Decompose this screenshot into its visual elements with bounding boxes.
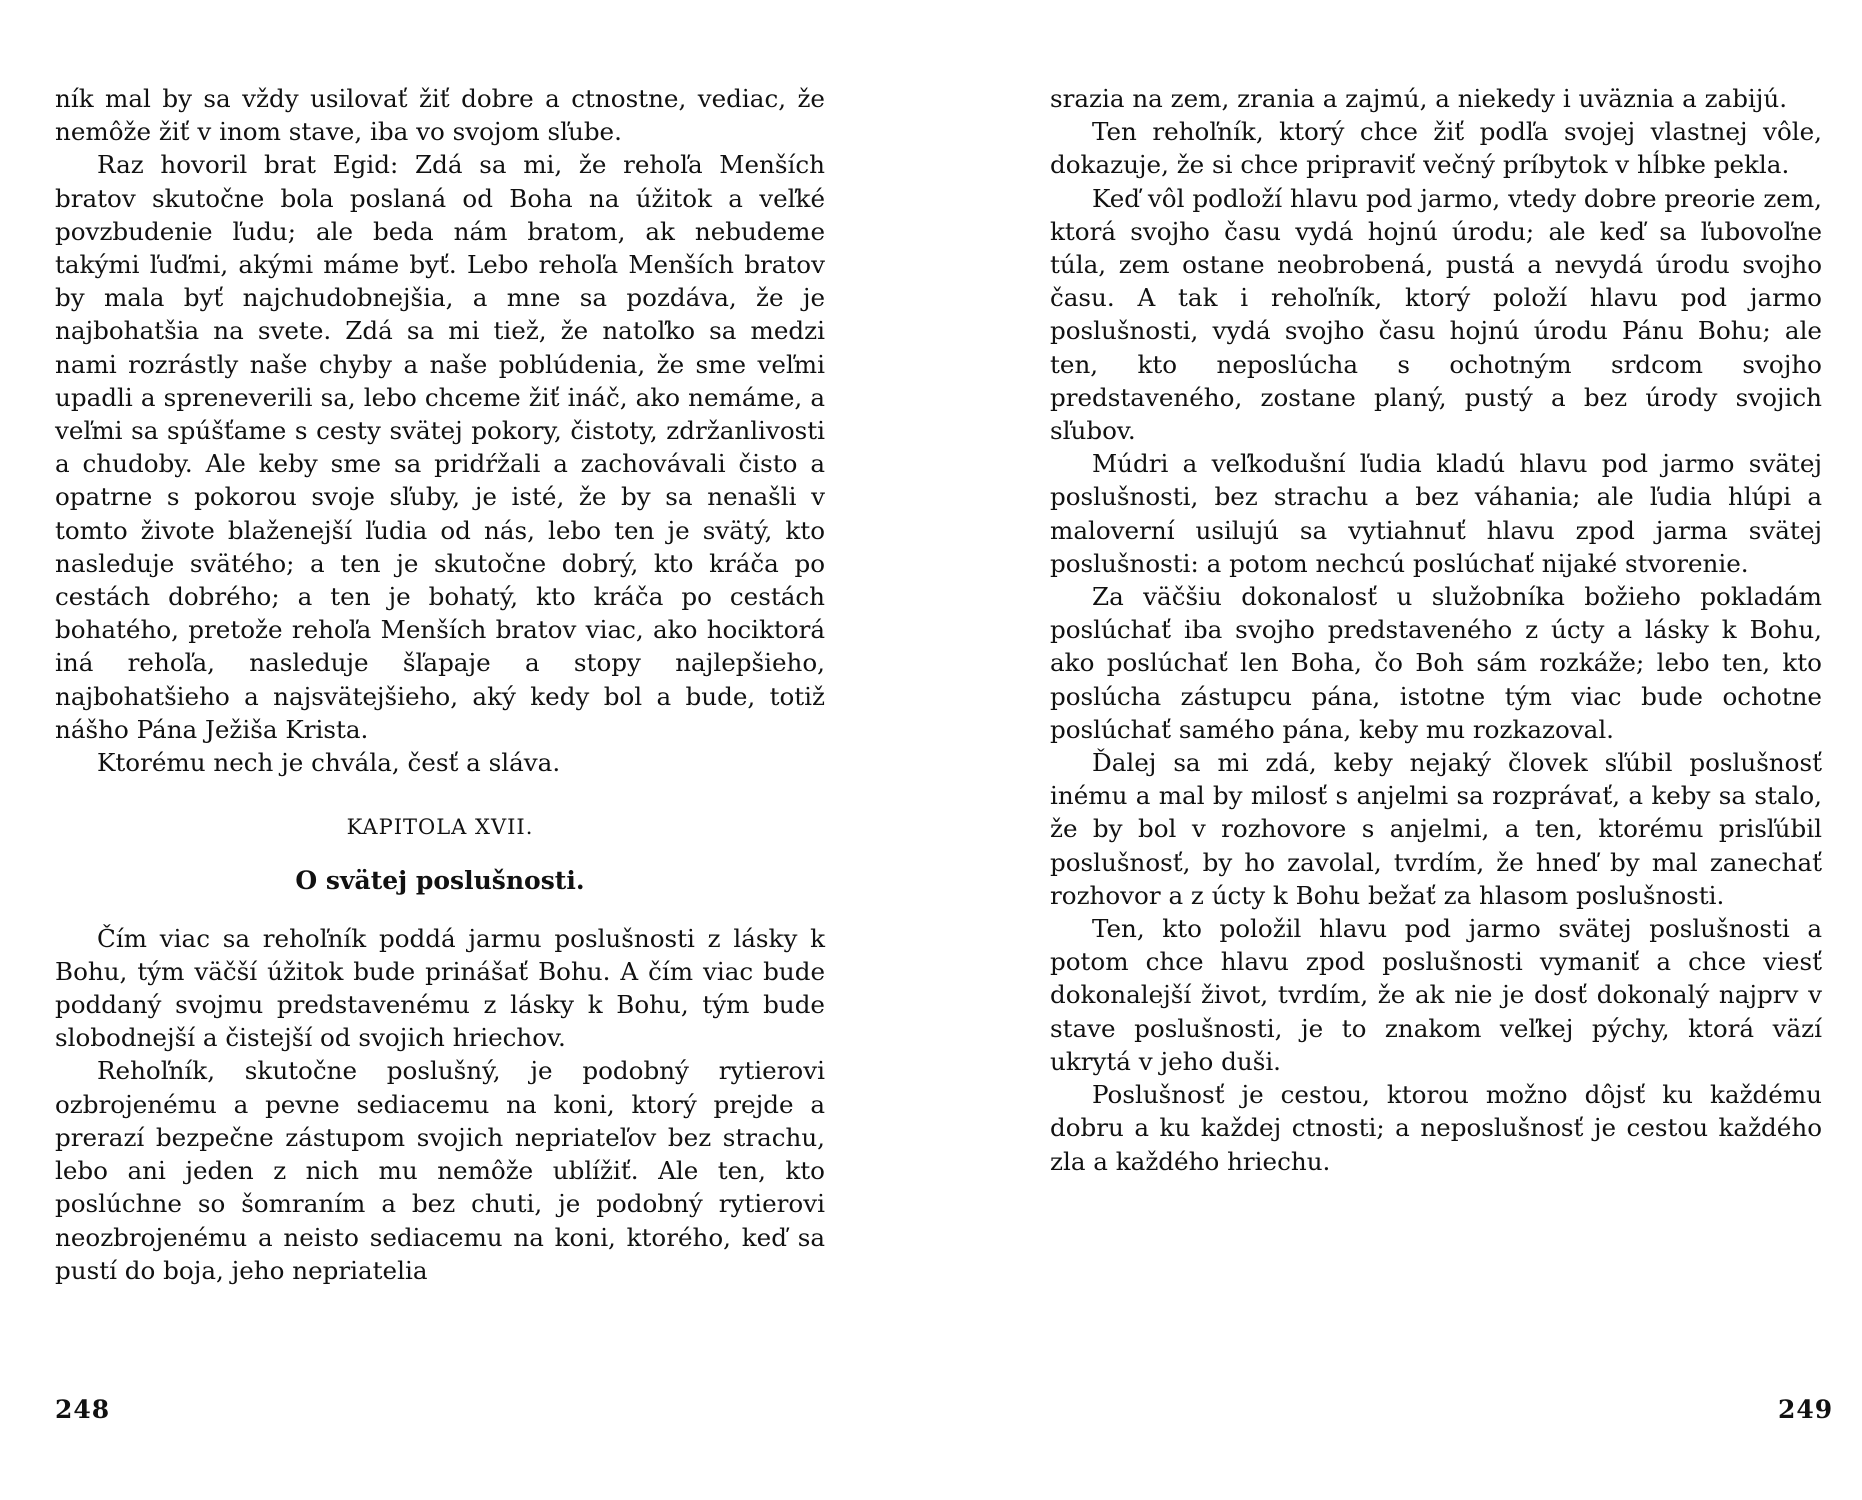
right-page	[1050, 82, 1822, 1178]
paragraph: Poslušnosť je cestou, ktorou možno dôjsť ku každému dobru a ku každej ctnosti; a neposlušnosť je cestou každého zla a každého hriechu.	[1050, 1080, 1822, 1176]
left-page	[55, 82, 825, 1287]
paragraph: Ktorému nech je chvála, česť a sláva.	[97, 748, 561, 778]
page-number-right: 249	[1778, 1395, 1834, 1424]
paragraph: Za väčšiu dokonalosť u služobníka božieho pokladám poslúchať iba svojho predstaveného z úcty a lásky k Bohu, ako poslúchať len Boha, čo Boh sám rozkáže; lebo ten, kto poslúcha zástupcu pána, istotne tým viac bude ochotne poslúchať samého pána, keby mu rozkazoval.	[1050, 582, 1822, 744]
paragraph: Ten rehoľník, ktorý chce žiť podľa svojej vlastnej vôle, dokazuje, že si chce pripraviť večný príbytok v hĺbke pekla.	[1050, 117, 1822, 180]
paragraph: Keď vôl podloží hlavu pod jarmo, vtedy dobre preorie zem, ktorá svojho času vydá hojnú úrodu; ale keď sa ľubovoľne túla, zem ostane neobrobená, pustá a nevydá úrodu svojho času. A tak i rehoľník, ktorý položí hlavu pod jarmo poslušnosti, vydá svojho času hojnú úrodu Pánu Bohu; ale ten, kto neposlúcha s ochotným srdcom svojho predstaveného, zostane planý, pustý a bez úrody svojich sľubov.	[1050, 183, 1822, 446]
paragraph: Rehoľník, skutočne poslušný, je podobný rytierovi ozbrojenému a pevne sediacemu na koni, ktorý prejde a prerazí bezpečne zástupom svojich nepriateľov bez strachu, lebo ani jeden z nich mu nemôže ublížiť. Ale ten, kto poslúchne so šomraním a bez chuti, je podobný rytierovi neozbrojenému a neisto sediacemu na koni, ktorého, keď sa pustí do boja, jeho nepriatelia	[55, 1056, 825, 1285]
chapter-title: O svätej poslušnosti.	[295, 866, 585, 896]
chapter-label: KAPITOLA XVII.	[346, 815, 534, 840]
paragraph: ník mal by sa vždy usilovať žiť dobre a ctnostne, vediac, že nemôže žiť v inom stave, iba vo svojom sľube.	[55, 84, 825, 147]
paragraph: Múdri a veľkodušní ľudia kladú hlavu pod jarmo svätej poslušnosti, bez strachu a bez váhania; ale ľudia hlúpi a maloverní usilujú sa vytiahnuť hlavu zpod jarma svätej poslušnosti: a potom nechcú poslúchať nijaké stvorenie.	[1050, 449, 1822, 578]
paragraph: srazia na zem, zrania a zajmú, a niekedy i uväznia a zabijú.	[1050, 84, 1788, 113]
paragraph: Ďalej sa mi zdá, keby nejaký človek sľúbil poslušnosť inému a mal by milosť s anjelmi sa rozprávať, a keby sa stalo, že by bol v rozhovore s anjelmi, a ten, ktorému prisľúbil poslušnosť, by ho zavolal, tvrdím, že hneď by mal zanechať rozhovor a z úcty k Bohu bežať za hlasom poslušnosti.	[1050, 748, 1822, 910]
paragraph: Raz hovoril brat Egid: Zdá sa mi, že rehoľa Menších bratov skutočne bola poslaná od Boha na úžitok a veľké povzbudenie ľudu; ale beda nám bratom, ak nebudeme takými ľuďmi, akými máme byť. Lebo rehoľa Menších bratov by mala byť najchudobnejšia, a mne sa pozdáva, že je najbohatšia na svete. Zdá sa mi tiež, že natoľko sa medzi nami rozrástly naše chyby a naše poblúdenia, že sme veľmi upadli a spreneverili sa, lebo chceme žiť ináč, ako nemáme, a veľmi sa spúšťame s cesty svätej pokory, čistoty, zdržanlivosti a chudoby. Ale keby sme sa pridŕžali a zachovávali čisto a opatrne s pokorou svoje sľuby, je isté, že by sa nenašli v tomto živote blaženejší ľudia od nás, lebo ten je svätý, kto nasleduje svätého; a ten je skutočne dobrý, kto kráča po cestách dobrého; a ten je bohatý, kto kráča po cestách bohatého, pretože rehoľa Menších bratov viac, ako hociktorá iná rehoľa, nasleduje šľapaje a stopy najlepšieho, najbohatšieho a najsvätejšieho, aký kedy bol a bude, totiž nášho Pána Ježiša Krista.	[55, 150, 825, 744]
page-number-left: 248	[55, 1395, 111, 1424]
paragraph: Ten, kto položil hlavu pod jarmo svätej poslušnosti a potom chce hlavu zpod poslušnosti vymaniť a chce viesť dokonalejší život, tvrdím, že ak nie je dosť dokonalý najprv v stave poslušnosti, je to znakom veľkej pýchy, ktorá väzí ukrytá v jeho duši.	[1050, 914, 1822, 1076]
paragraph: Čím viac sa rehoľník poddá jarmu poslušnosti z lásky k Bohu, tým väčší úžitok bude prinášať Bohu. A čím viac bude poddaný svojmu predstavenému z lásky k Bohu, tým bude slobodnejší a čistejší od svojich hriechov.	[55, 923, 825, 1053]
